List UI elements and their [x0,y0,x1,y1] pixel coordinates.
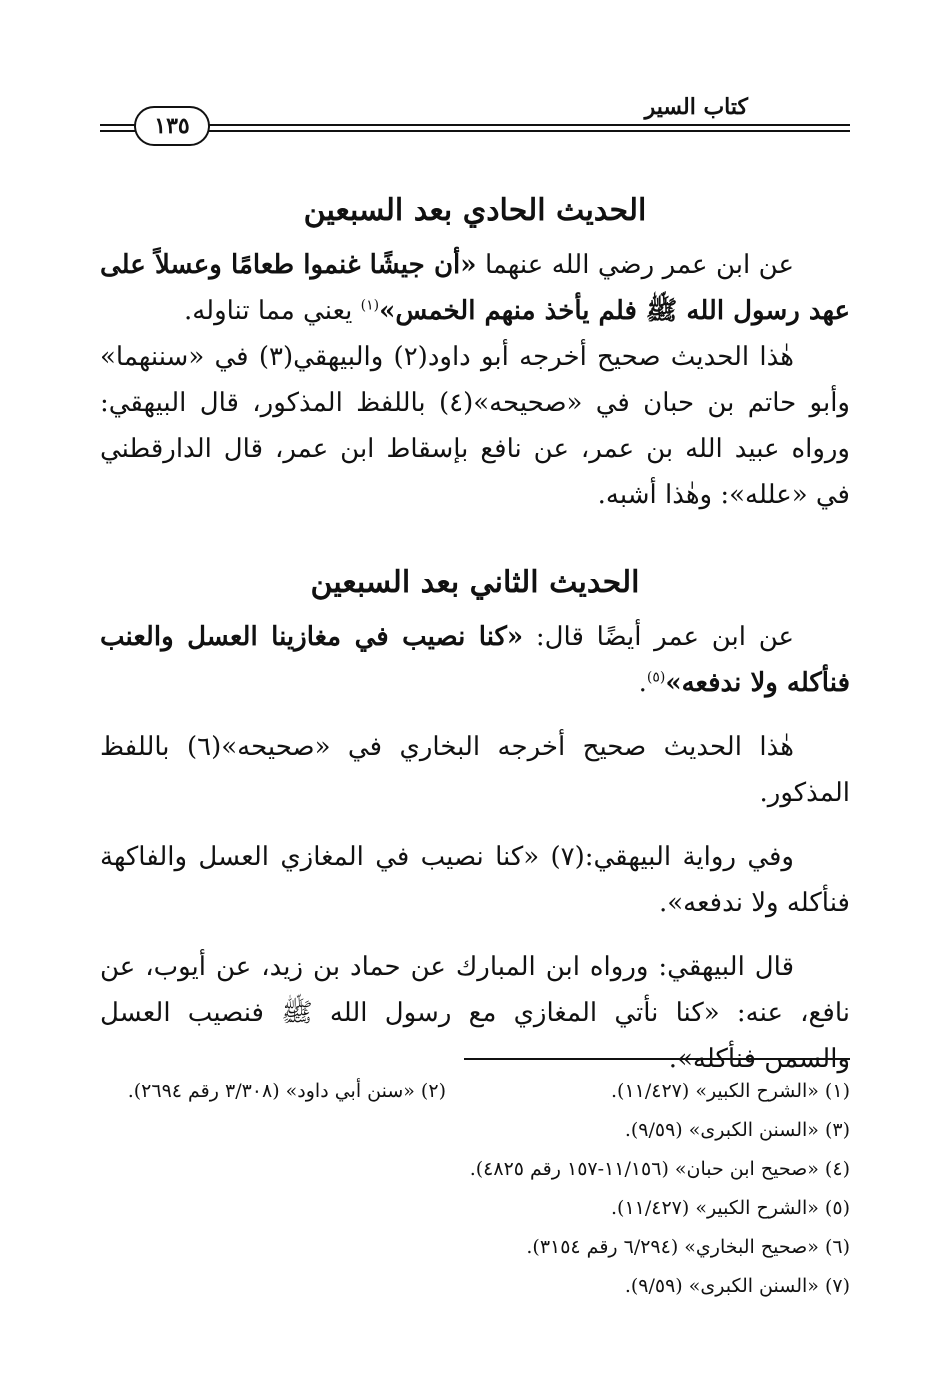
footnotes [98,1072,850,1306]
footnote-7: (٧) «السنن الكبرى» (٩/٥٩). [624,1275,850,1297]
main-text [100,180,850,1082]
hadith-quote: «أن جيشًا غنموا طعامًا وعسلاً على عهد رسول الله ﷺ فلم يأخذ منهم الخمس» [100,250,850,326]
section-heading-72: الحديث الثاني بعد السبعين [310,565,640,600]
bayhaqi-comment-paragraph: قال البيهقي: ورواه ابن المبارك عن حماد بن زيد، عن أيوب، عن نافع، عنه: «كنا نأتي المغازي مع رسول الله ﷺ فنصيب العسل والسمن فنأكله». [100,952,850,1074]
footnote-ref: (١) [360,297,380,314]
footnote-4: (٤) «صحيح ابن حبان» (١١/١٥٦-١٥٧ رقم ٤٨٢٥). [469,1158,850,1180]
footnote-separator [464,1058,850,1060]
hadith-intro: عن ابن عمر رضي الله عنهما [476,250,794,280]
hadith-quote: «كنا نصيب في مغازينا العسل والعنب فنأكله ولا ندفعه» [100,622,850,698]
footnote-6: (٦) «صحيح البخاري» (٦/٢٩٤ رقم ٣١٥٤). [526,1236,850,1258]
running-title: كتاب السير [639,92,754,122]
hadith-text-71 [100,242,850,334]
page-header [100,92,850,142]
hadith-outro: . [638,668,647,698]
footnote-1: (١) «الشرح الكبير» (١١/٤٢٧). [610,1080,850,1102]
header-rule-top [100,124,850,126]
footnote-5: (٥) «الشرح الكبير» (١١/٤٢٧). [610,1197,850,1219]
page-number: ١٣٥ [134,106,210,146]
section-heading-71: الحديث الحادي بعد السبعين [303,193,647,228]
footnote-ref: (٥) [646,669,666,686]
footnote-3: (٣) «السنن الكبرى» (٩/٥٩). [624,1119,850,1141]
takhrij-paragraph-72: هٰذا الحديث صحيح أخرجه البخاري في «صحيحه»(٦) باللفظ المذكور. [100,732,850,808]
footnote-2: (٢) «سنن أبي داود» (٣/٣٠٨ رقم ٢٦٩٤). [127,1080,446,1102]
header-rule-bottom [100,130,850,132]
takhrij-paragraph-71: هٰذا الحديث صحيح أخرجه أبو داود(٢) والبيهقي(٣) في «سننهما» وأبو حاتم بن حبان في «صحيحه»(٤) باللفظ المذكور، قال البيهقي: ورواه عبيد الله بن عمر، عن نافع بإسقاط ابن عمر، قال الدارقطني في «علله»: وهٰذا أشبه. [100,342,850,510]
hadith-intro: عن ابن عمر أيضًا قال: [523,622,795,652]
hadith-text-72 [100,614,850,706]
hadith-outro: يعني مما تناوله. [183,296,361,326]
bayhaqi-narration-paragraph: وفي رواية البيهقي:(٧) «كنا نصيب في المغازي العسل والفاكهة فنأكله ولا ندفعه». [100,842,850,918]
